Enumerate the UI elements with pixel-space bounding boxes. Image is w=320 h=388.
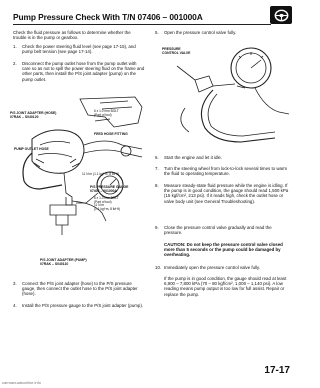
label-adapter-pump-code: 07RAK – S040110 — [40, 261, 69, 266]
label-bolt-bottom — [94, 197, 120, 212]
step-10-text: Immediately open the pressure control valve fully. — [164, 265, 261, 270]
title-rule — [13, 24, 271, 25]
label-adapter-pump-name: P/S JOINT ADAPTER (PUMP) — [40, 258, 87, 262]
label-bolt-bottom-torque: 11 N·m — [94, 203, 105, 208]
label-pcv-line-1: PRESSURE — [162, 47, 181, 51]
step-6-text: Start the engine and let it idle. — [164, 155, 223, 160]
step-8 — [155, 183, 290, 204]
step-1 — [13, 44, 145, 54]
label-pressure-gauge-code: 07406 – 001000A — [90, 188, 117, 193]
step-4-number: 4. — [13, 303, 17, 308]
step-5 — [155, 30, 290, 35]
step-4 — [13, 303, 145, 308]
pressure-gauge-diagram — [155, 38, 292, 150]
step-2-number: 2. — [13, 61, 17, 66]
page-title: Pump Pressure Check With T/N 07406 – 001000A — [13, 12, 203, 22]
label-bolt-top — [94, 110, 119, 117]
step-3-number: 3. — [13, 281, 17, 286]
step-5-text: Open the pressure control valve fully. — [164, 30, 237, 35]
step-8-text: Measure steady-state fluid pressure while the engine is idling. If the pump is in good condition, the gauge should read 1,500 kPa (15 kgf/cm², 213 psi). If it reads high, check the outlet hose or valve body unit (see General Troubleshooting). — [164, 183, 289, 204]
label-adapter-hose — [10, 112, 56, 120]
step-10-number: 10. — [155, 265, 162, 270]
label-bolt-bottom-size: 6 x 1.0 mm BOLT — [94, 196, 119, 200]
step-9 — [155, 225, 290, 235]
label-pump-outlet-hose: PUMP OUTLET HOSE — [14, 147, 49, 151]
step-7-number: 7. — [155, 166, 159, 171]
step-5-number: 5. — [155, 30, 159, 35]
step-8-number: 8. — [155, 183, 159, 188]
step-2-text: Disconnect the pump outlet hose from the pump outlet with care so as not to spill the power steering fluid on the frame and other parts, then install the P/S joint adapter (pump) on the pump outlet. — [22, 61, 145, 82]
step-1-number: 1. — [13, 44, 17, 49]
step-9-number: 9. — [155, 225, 159, 230]
step-2 — [13, 61, 145, 82]
label-adapter-hose-name: P/S JOINT ADAPTER (HOSE) — [10, 111, 57, 115]
page-number: 17-17 — [264, 365, 290, 376]
steering-wheel-icon — [270, 6, 292, 24]
label-bolt-bottom-torque-alt: (1.1 kgf·m, 8 lbf·ft) — [94, 207, 121, 212]
label-bolt-top-note: (Part of tool) — [94, 112, 112, 117]
label-torque-1: 11 N·m (1.1 kgf·m, 8 lbf·ft) — [82, 172, 120, 176]
final-paragraph: If the pump is in good condition, the gauge should read at least 6,900 – 7,800 kPa (70 – 80 kgf/cm², 1,000 – 1,140 psi). A low reading means pump output is too low for full assist. Repair or replace the pump. — [164, 276, 287, 297]
label-pcv-line-2: CONTROL VALVE — [162, 50, 191, 55]
label-pressure-gauge-name: P/S PRESSURE GAUGE — [90, 185, 129, 189]
pump-adapter-diagram — [10, 93, 150, 273]
step-3 — [13, 281, 145, 297]
watermark: carmanualsonline.info — [2, 380, 41, 385]
label-pressure-gauge — [90, 186, 128, 194]
label-feed-hose: FEED HOSE FITTING — [94, 132, 128, 136]
step-7-text: Turn the steering wheel from lock-to-lock several times to warm the fluid to operating temperature. — [164, 166, 288, 177]
step-9-text: Close the pressure control valve gradually and read the pressure. — [164, 225, 272, 236]
step-7 — [155, 166, 290, 176]
step-4-text: Install the P/S pressure gauge to the P/S joint adapter (pump). — [22, 303, 144, 308]
caution-note: CAUTION: Do not keep the pressure control valve closed more than 5 seconds or the pump could be damaged by overheating. — [164, 242, 283, 258]
label-adapter-hose-code: 07RAK – S040120 — [10, 114, 39, 119]
step-6 — [155, 155, 290, 160]
step-10 — [155, 265, 290, 270]
step-1-text: Check the power steering fluid level (see page 17-15), and pump belt tension (see page 17-14). — [22, 44, 136, 55]
label-adapter-pump — [40, 259, 87, 267]
label-bolt-top-size: 6 x 1.0 mm BOLT — [94, 109, 119, 113]
step-3-text: Connect the P/S joint adapter (hose) to the P/S pressure gauge, then connect the outlet hose to the P/S joint adapter (hose). — [22, 281, 138, 297]
intro-text: Check the fluid pressure as follows to determine whether the trouble is in the pump or gearbox. — [13, 30, 131, 41]
label-bolt-bottom-note: (Part of tool) — [94, 199, 112, 204]
step-6-number: 6. — [155, 155, 159, 160]
